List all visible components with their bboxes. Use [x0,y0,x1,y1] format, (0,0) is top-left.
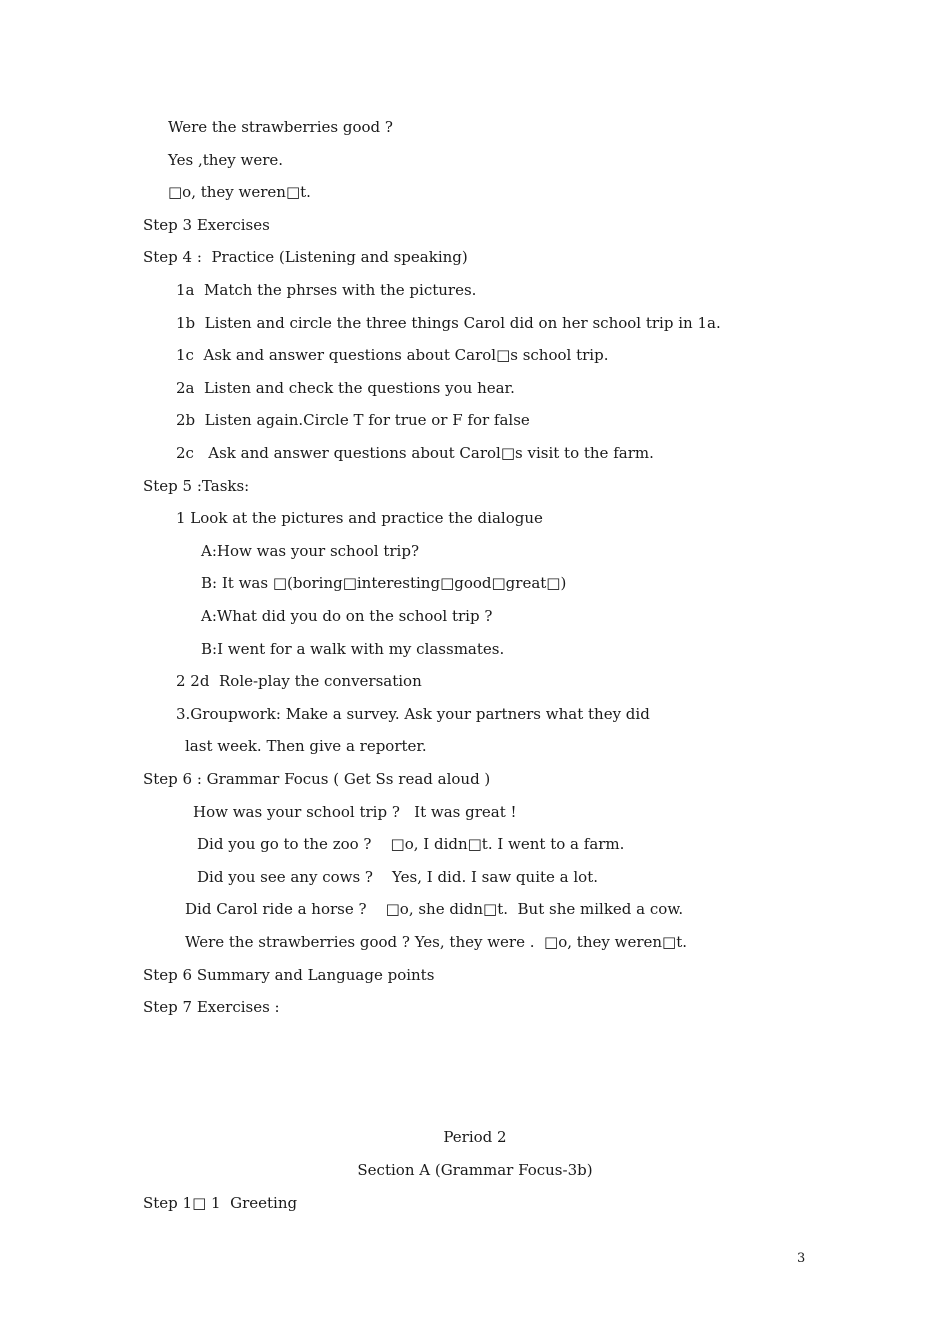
text-line: 1b Listen and circle the three things Carol did on her school trip in 1a. [176,314,721,332]
text-line: 2c Ask and answer questions about Carol□s visit to the farm. [176,444,654,462]
grammar-line: Did Carol ride a horse ? □o, she didn□t. But she milked a cow. [185,900,684,918]
text-line: 2b Listen again.Circle T for true or F for false [176,411,530,429]
step-heading: Step 1□ 1 Greeting [143,1194,298,1212]
dialogue-line: B: It was □(boring□interesting□good□great□) [201,574,567,592]
text-line: 1a Match the phrses with the pictures. [176,281,477,299]
step-heading: Step 6 Summary and Language points [143,966,435,984]
text-line: □o, they weren□t. [168,183,311,201]
step-heading: Step 3 Exercises [143,216,270,234]
dialogue-line: A:How was your school trip? [201,542,419,560]
dialogue-line: B:I went for a walk with my classmates. [201,640,505,658]
grammar-line: Did you see any cows ? Yes, I did. I saw quite a lot. [197,868,598,886]
step-heading: Step 4 : Practice (Listening and speaking) [143,248,468,266]
page-number: 3 [797,1251,806,1266]
step-heading: Step 6 : Grammar Focus ( Get Ss read aloud ) [143,770,491,788]
text-line: 2 2d Role-play the conversation [176,672,422,690]
text-line: 1c Ask and answer questions about Carol□s school trip. [176,346,609,364]
step-heading: Step 5 :Tasks: [143,477,250,495]
text-line: 3.Groupwork: Make a survey. Ask your partners what they did [176,705,650,723]
grammar-line: How was your school trip ? It was great ! [193,803,517,821]
text-line: 1 Look at the pictures and practice the dialogue [176,509,543,527]
text-line: Were the strawberries good ? [168,118,393,136]
text-line: last week. Then give a reporter. [185,737,427,755]
text-line: 2a Listen and check the questions you hear. [176,379,515,397]
period-title: Period 2 [443,1128,507,1146]
grammar-line: Were the strawberries good ? Yes, they were . □o, they weren□t. [185,933,687,951]
step-heading: Step 7 Exercises : [143,998,280,1016]
grammar-line: Did you go to the zoo ? □o, I didn□t. I went to a farm. [197,835,625,853]
section-title: Section A (Grammar Focus-3b) [357,1161,593,1179]
text-line: Yes ,they were. [168,151,284,169]
dialogue-line: A:What did you do on the school trip ? [201,607,493,625]
